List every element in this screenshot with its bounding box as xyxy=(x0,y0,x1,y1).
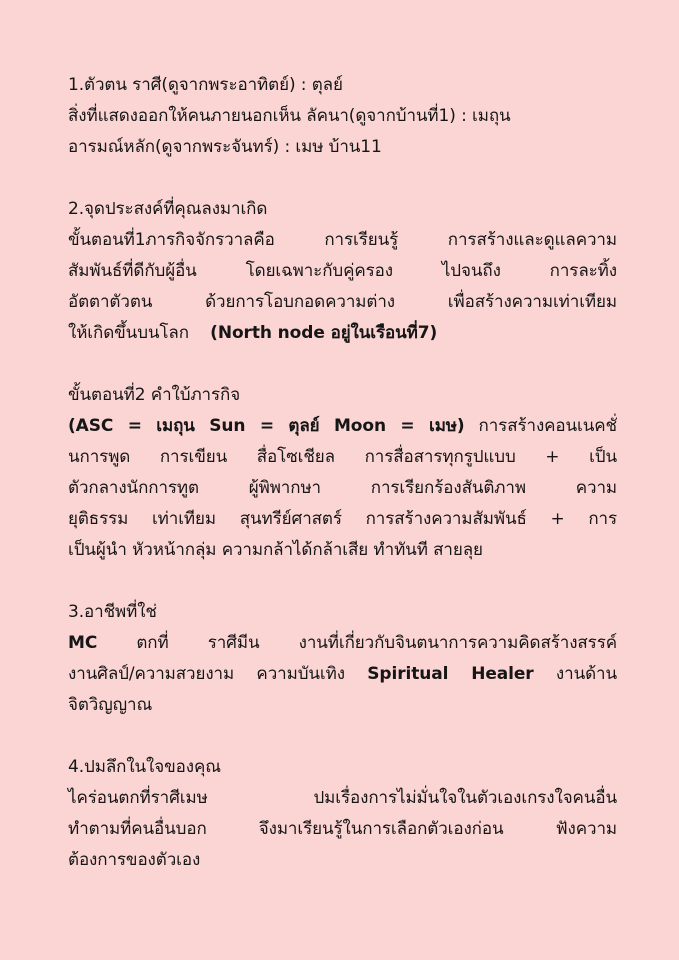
inner-knot-line-3: ต้องการของตัวเอง xyxy=(68,850,201,870)
career-heading: 3.อาชีพที่ใช่ xyxy=(68,602,157,622)
mc-label: MC xyxy=(68,633,98,653)
section-career xyxy=(68,597,617,721)
asc-sun-moon-note: (ASC = เมถุน Sun = ตุลย์ Moon = เมษ) xyxy=(68,416,465,436)
career-line-2 xyxy=(68,659,617,690)
spiritual-healer-label: Spiritual Healer xyxy=(367,664,534,684)
inner-knot-heading: 4.ปมลึกในใจของคุณ xyxy=(68,757,221,777)
north-node-note: (North node อยู่ในเรือนที่7) xyxy=(210,323,438,343)
mission-hint-line-1-text: การสร้างคอนเนคชั่ xyxy=(478,416,617,436)
section-identity xyxy=(68,70,617,163)
career-line-2-text: งานศิลป์/ความสวยงาม ความบันเทิง xyxy=(68,664,345,684)
mission-hint-line-2: นการพูด การเขียน สื่อโซเชียล การสื่อสารทุกรูปแบบ + เป็น xyxy=(68,447,617,467)
mission-hint-line-4: ยุติธรรม เท่าเทียม สุนทรีย์ศาสตร์ การสร้างความสัมพันธ์ + การ xyxy=(68,509,617,529)
inner-knot-line-2: ทำตามที่คนอื่นบอก จึงมาเรียนรู้ในการเลือกตัวเองก่อน ฟังความ xyxy=(68,819,617,839)
identity-moon-line: อารมณ์หลัก(ดูจากพระจันทร์) : เมษ บ้าน11 xyxy=(68,137,382,157)
identity-sun-line: 1.ตัวตน ราศี(ดูจากพระอาทิตย์) : ตุลย์ xyxy=(68,75,343,95)
inner-knot-line-1: ไคร่อนตกที่ราศีเมษ ปมเรื่องการไม่มั่นใจในตัวเองเกรงใจคนอื่น xyxy=(68,788,617,808)
section-mission-hint xyxy=(68,380,617,566)
career-line-3: จิตวิญญาณ xyxy=(68,695,153,715)
purpose-heading: 2.จุดประสงค์ที่คุณลงมาเกิด xyxy=(68,199,268,219)
purpose-line-2: สัมพันธ์ที่ดีกับผู้อื่น โดยเฉพาะกับคู่ครอง ไปจนถึง การละทิ้ง xyxy=(68,261,617,281)
purpose-line-3: อัตตาตัวตน ด้วยการโอบกอดความต่าง เพื่อสร้างความเท่าเทียม xyxy=(68,292,617,312)
identity-ascendant-line: สิ่งที่แสดงออกให้คนภายนอกเห็น ลัคนา(ดูจากบ้านที่1) : เมถุน xyxy=(68,106,511,126)
career-line-1-text: ตกที่ ราศีมีน งานที่เกี่ยวกับจินตนาการความคิดสร้างสรรค์ xyxy=(136,633,618,653)
mission-hint-heading: ขั้นตอนที่2 คำใบ้ภารกิจ xyxy=(68,385,241,405)
mission-hint-line-5: เป็นผู้นำ หัวหน้ากลุ่ม ความกล้าได้กล้าเสีย ทำทันที สายลุย xyxy=(68,540,483,560)
career-line-1 xyxy=(68,628,617,659)
purpose-line-4-text: ให้เกิดขึ้นบนโลก xyxy=(68,323,189,343)
purpose-line-4 xyxy=(68,318,617,349)
career-line-2-tail: งานด้าน xyxy=(555,664,617,684)
mission-hint-line-3: ตัวกลางนักการทูต ผู้พิพากษา การเรียกร้องสันติภาพ ความ xyxy=(68,478,617,498)
purpose-line-1: ขั้นตอนที่1ภารกิจจักรวาลคือ การเรียนรู้ การสร้างและดูแลความ xyxy=(68,230,617,250)
section-inner-knot xyxy=(68,752,617,876)
mission-hint-line-1 xyxy=(68,411,617,442)
section-purpose xyxy=(68,194,617,349)
